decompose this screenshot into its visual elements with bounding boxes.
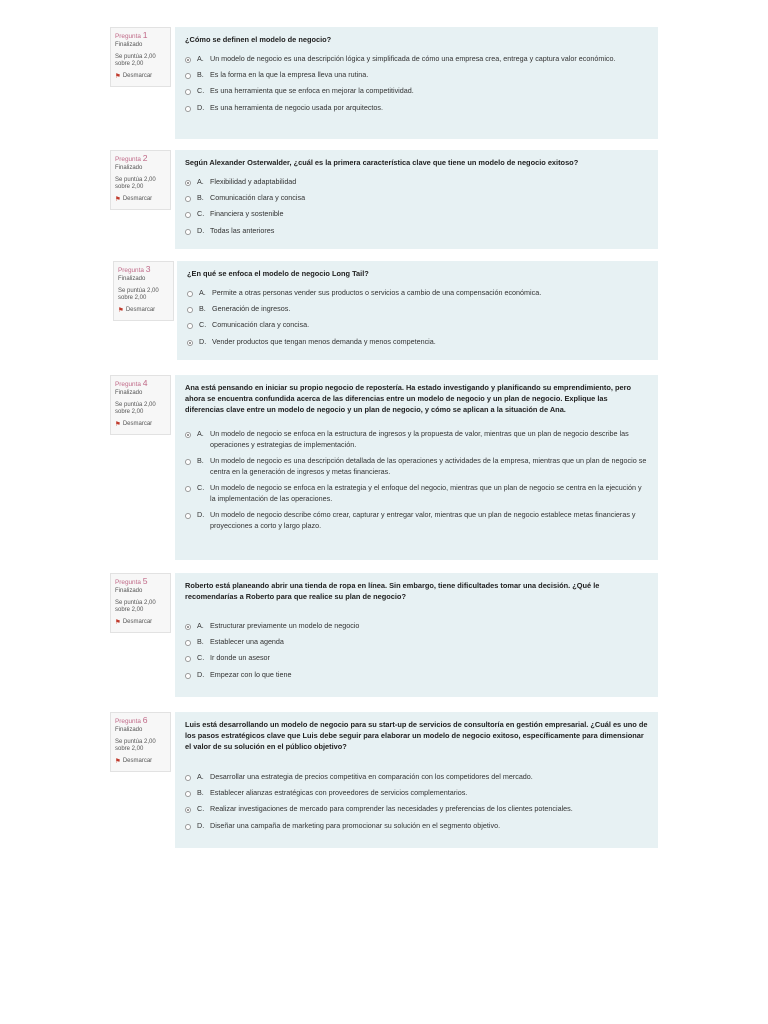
answer-option[interactable]: B. Es la forma en la que la empresa lleva una rutina. [185,70,648,81]
radio-button[interactable] [187,340,193,346]
answer-option[interactable]: C. Financiera y sostenible [185,209,648,220]
question-4 [110,375,658,560]
unflag-button[interactable]: ⚑ Desmarcar [118,306,156,314]
question-state: Finalizado [118,276,146,283]
radio-button[interactable] [185,791,191,797]
question-info [110,375,171,435]
unflag-button[interactable]: ⚑ Desmarcar [115,195,153,203]
question-number: Pregunta 1 [115,30,148,40]
question-content [175,712,658,848]
question-number: Pregunta 6 [115,715,148,725]
radio-button[interactable] [187,291,193,297]
question-state: Finalizado [115,165,143,172]
answer-list [185,177,648,236]
radio-button[interactable] [185,775,191,781]
question-content [175,150,658,249]
answer-option[interactable]: D. Un modelo de negocio describe cómo crear, capturar y entregar valor, mientras que un plan de negocio establece metas financieras y proyecciones a corto y largo plazo. [185,510,648,532]
question-content [175,375,658,560]
unflag-button[interactable]: ⚑ Desmarcar [115,72,153,80]
answer-option[interactable]: A. Desarrollar una estrategia de precios competitiva en comparación con los competidores del mercado. [185,772,648,783]
radio-button[interactable] [185,673,191,679]
flag-icon: ⚑ [115,420,121,428]
flag-icon: ⚑ [115,618,121,626]
question-number: Pregunta 2 [115,153,148,163]
answer-option[interactable]: D. Todas las anteriores [185,226,648,237]
answer-list [185,621,648,680]
question-1 [110,27,658,139]
question-state: Finalizado [115,42,143,49]
radio-button[interactable] [185,624,191,630]
question-state: Finalizado [115,390,143,397]
question-3 [110,261,658,360]
radio-button[interactable] [185,824,191,830]
answer-option[interactable]: B. Comunicación clara y concisa [185,193,648,204]
radio-button[interactable] [185,212,191,218]
answer-option[interactable]: B. Establecer una agenda [185,637,648,648]
answer-option[interactable]: D. Diseñar una campaña de marketing para promocionar su solución en el segmento objetivo. [185,821,648,832]
question-content [175,573,658,697]
question-text: Según Alexander Osterwalder, ¿cuál es la primera característica clave que tiene un modelo de negocio exitoso? [185,158,579,167]
answer-option[interactable]: A. Estructurar previamente un modelo de negocio [185,621,648,632]
question-6 [110,712,658,848]
flag-icon: ⚑ [115,757,121,765]
answer-option[interactable]: A. Un modelo de negocio se enfoca en la estructura de ingresos y la propuesta de valor, mientras que un plan de negocio describe las operaciones y estrategias de implementación. [185,429,648,451]
question-info [110,27,171,87]
answer-list [185,54,648,113]
radio-button[interactable] [185,229,191,235]
question-info [110,150,171,210]
radio-button[interactable] [185,656,191,662]
answer-list [187,288,648,347]
radio-button[interactable] [185,106,191,112]
radio-button[interactable] [185,513,191,519]
radio-button[interactable] [185,432,191,438]
question-info [110,573,171,633]
answer-option[interactable]: B. Un modelo de negocio es una descripción detallada de las operaciones y actividades de la empresa, mientras que un plan de negocio se centra en la generación de ingresos y metas financieras. [185,456,648,478]
question-text: ¿En qué se enfoca el modelo de negocio Long Tail? [187,269,369,278]
answer-option[interactable]: C. Es una herramienta que se enfoca en mejorar la competitividad. [185,86,648,97]
question-number: Pregunta 5 [115,576,148,586]
question-text: Luis está desarrollando un modelo de negocio para su start-up de servicios de consultoría en gestión empresarial. ¿Cuál es uno de los pasos estratégicos clave que Luis debe seguir para elaborar un modelo de negocio exitoso, específicamente para dimensionar el valor de su solución en el público objetivo? [185,720,648,751]
radio-button[interactable] [185,807,191,813]
answer-option[interactable]: C. Un modelo de negocio se enfoca en la estrategia y el enfoque del negocio, mientras que un plan de negocio se centra en la ejecución y la implementación de las operaciones. [185,483,648,505]
answer-option[interactable]: A. Flexibilidad y adaptabilidad [185,177,648,188]
question-state: Finalizado [115,588,143,595]
question-content [177,261,658,360]
question-content [175,27,658,139]
question-text: ¿Cómo se definen el modelo de negocio? [185,35,332,44]
question-score: Se puntúa 2,00 sobre 2,00 [115,401,156,416]
flag-icon: ⚑ [115,195,121,203]
question-score: Se puntúa 2,00 sobre 2,00 [118,287,159,302]
question-score: Se puntúa 2,00 sobre 2,00 [115,599,156,614]
unflag-button[interactable]: ⚑ Desmarcar [115,420,153,428]
answer-option[interactable]: A. Permite a otras personas vender sus productos o servicios a cambio de una compensación económica. [187,288,648,299]
unflag-button[interactable]: ⚑ Desmarcar [115,757,153,765]
question-number: Pregunta 4 [115,378,148,388]
question-number: Pregunta 3 [118,264,151,274]
question-2 [110,150,658,249]
question-score: Se puntúa 2,00 sobre 2,00 [115,738,156,753]
radio-button[interactable] [185,57,191,63]
radio-button[interactable] [185,73,191,79]
answer-option[interactable]: B. Generación de ingresos. [187,304,648,315]
answer-option[interactable]: D. Vender productos que tengan menos demanda y menos competencia. [187,337,648,348]
answer-list [185,429,648,532]
question-score: Se puntúa 2,00 sobre 2,00 [115,176,156,191]
question-score: Se puntúa 2,00 sobre 2,00 [115,53,156,68]
radio-button[interactable] [185,640,191,646]
answer-option[interactable]: A. Un modelo de negocio es una descripción lógica y simplificada de cómo una empresa crea, entrega y captura valor económico. [185,54,648,65]
radio-button[interactable] [185,486,191,492]
question-state: Finalizado [115,727,143,734]
radio-button[interactable] [185,459,191,465]
answer-option[interactable]: C. Ir donde un asesor [185,653,648,664]
question-info [113,261,174,321]
flag-icon: ⚑ [118,306,124,314]
question-text: Ana está pensando en iniciar su propio negocio de repostería. Ha estado investigando y planificando su emprendimiento, pero ahora se encuentra confundida acerca de las diferencias entre un modelo de negocio y un plan de negocio. Explique las diferencias clave entre un modelo de negocio y un plan de negocio, y cómo se aplican a la situación de Ana. [185,383,631,414]
answer-option[interactable]: C. Comunicación clara y concisa. [187,320,648,331]
answer-option[interactable]: D. Empezar con lo que tiene [185,670,648,681]
question-5 [110,573,658,697]
answer-option[interactable]: B. Establecer alianzas estratégicas con proveedores de servicios complementarios. [185,788,648,799]
radio-button[interactable] [187,307,193,313]
radio-button[interactable] [185,89,191,95]
question-text: Roberto está planeando abrir una tienda de ropa en línea. Sin embargo, tiene dificultades tomar una decisión. ¿Qué le recomendarías a Roberto para que realice su plan de negocio? [185,581,600,601]
unflag-button[interactable]: ⚑ Desmarcar [115,618,153,626]
answer-list [185,772,648,831]
radio-button[interactable] [187,323,193,329]
answer-option[interactable]: C. Realizar investigaciones de mercado para comprender las necesidades y preferencias de los clientes potenciales. [185,804,648,815]
flag-icon: ⚑ [115,72,121,80]
radio-button[interactable] [185,196,191,202]
question-info [110,712,171,772]
radio-button[interactable] [185,180,191,186]
answer-option[interactable]: D. Es una herramienta de negocio usada por arquitectos. [185,103,648,114]
